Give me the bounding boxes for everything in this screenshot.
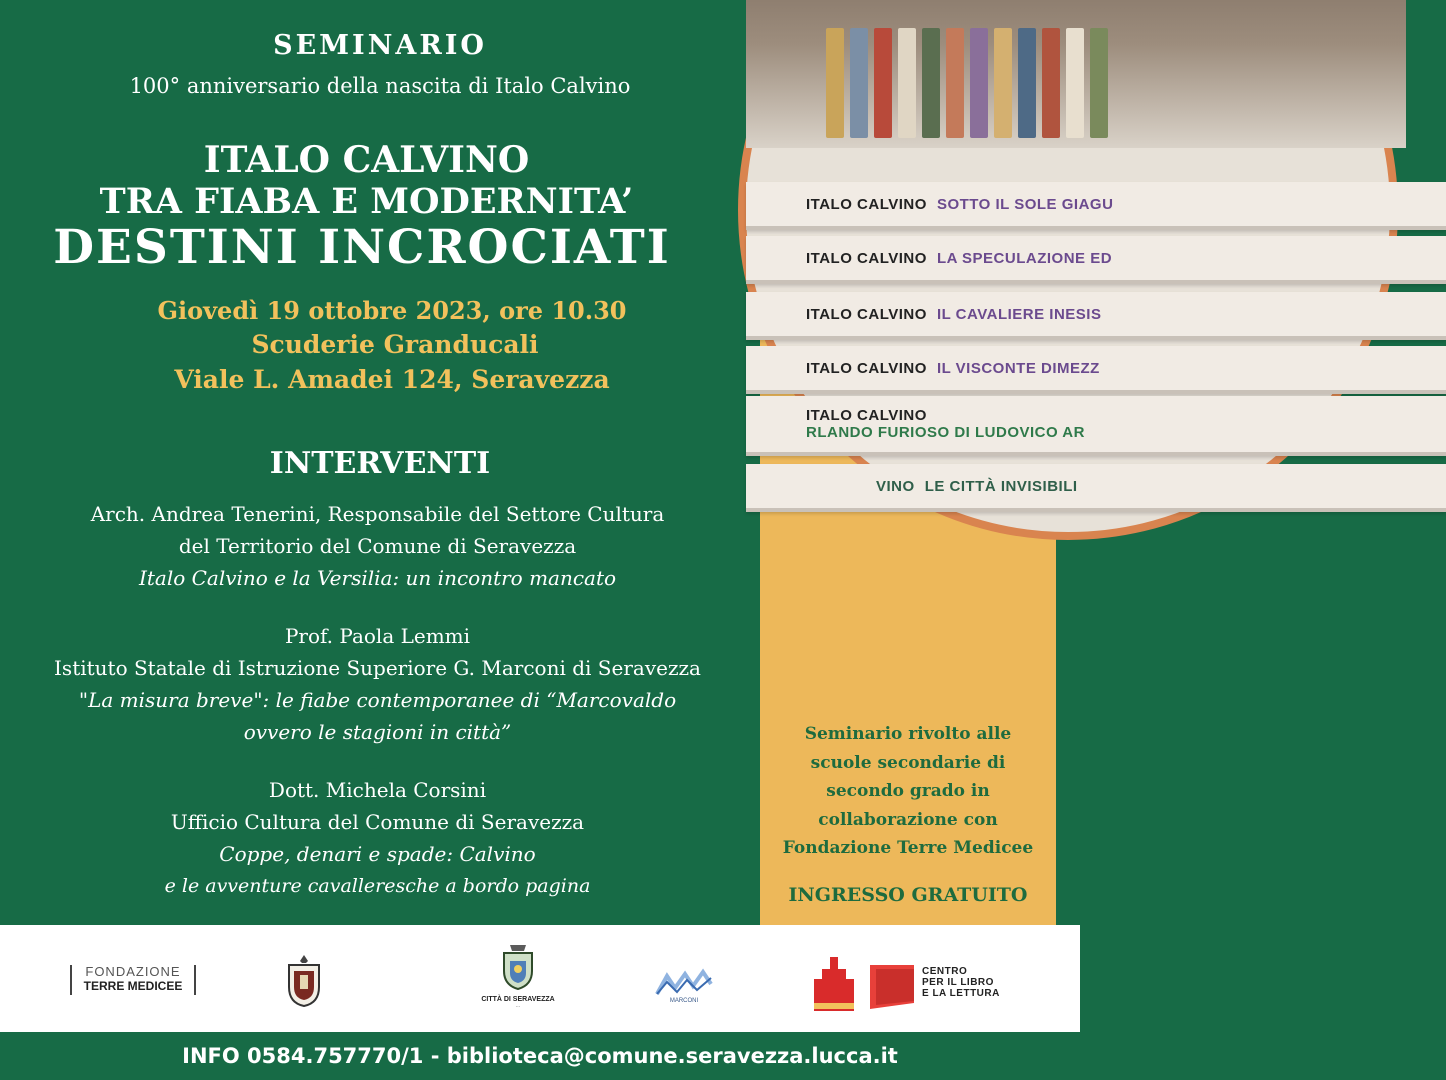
talk-title: ovvero le stagioni in città” (243, 720, 512, 744)
fondazione-terre-medicee-logo: FONDAZIONE TERRE MEDICEE (70, 965, 196, 995)
speaker-3 (0, 774, 755, 902)
citta-che-legge-logo (812, 955, 856, 1013)
note-line: collaborazione con (818, 809, 998, 830)
title-line-3: DESTINI INCROCIATI (53, 220, 671, 275)
speaker-name: Arch. Andrea Tenerini, Responsabile del Settore Cultura (90, 502, 665, 526)
speaker-role: Ufficio Cultura del Comune di Seravezza (170, 810, 585, 834)
cepell-logo: CENTRO PER IL LIBRO E LA LETTURA (868, 961, 1018, 1011)
event-venue: Scuderie Granducali (251, 330, 539, 359)
speaker-role: del Territorio del Comune di Seravezza (178, 534, 577, 558)
speaker-name: Dott. Michela Corsini (268, 778, 487, 802)
talk-title: Coppe, denari e spade: Calvino (219, 842, 536, 866)
citta-di-seravezza-logo: CITTÀ DI SERAVEZZA ... (478, 941, 558, 1021)
audience-note (760, 720, 1056, 863)
note-line: secondo grado in (826, 781, 990, 801)
note-line: Fondazione Terre Medicee (782, 838, 1034, 858)
event-date: Giovedì 19 ottobre 2023, ore 10.30 (157, 296, 627, 325)
book-spine: ITALO CALVINO IL VISCONTE DIMEZZ (746, 346, 1446, 394)
book-spine: ITALO CALVINO SOTTO IL SOLE GIAGU (746, 182, 1446, 230)
sponsor-logos-bar (0, 925, 1080, 1032)
speaker-2 (0, 620, 755, 748)
interventi-heading: INTERVENTI (269, 446, 491, 481)
title-line-2: TRA FIABA E MODERNITA’ (99, 181, 634, 222)
talk-title: Italo Calvino e la Versilia: un incontro mancato (138, 566, 617, 590)
bookshelf-background (746, 0, 1406, 148)
note-line: Seminario rivolto alle (804, 724, 1012, 744)
anniversary-subtitle: 100° anniversario della nascita di Italo Calvino (129, 74, 631, 98)
talk-title: e le avventure cavalleresche a bordo pagina (164, 875, 591, 897)
event-address: Viale L. Amadei 124, Seravezza (174, 365, 610, 394)
book-spine: ITALO CALVINO RLANDO FURIOSO DI LUDOVICO AR (746, 396, 1446, 456)
book-spine: ITALO CALVINO IL CAVALIERE INESIS (746, 292, 1446, 340)
crest-logo (285, 953, 323, 1007)
seminar-label: SEMINARIO (273, 30, 487, 61)
note-line: scuole secondarie di (810, 752, 1006, 773)
talk-title: "La misura breve": le fiabe contemporanee di “Marcovaldo (78, 688, 677, 712)
free-entry-label: INGRESSO GRATUITO (788, 884, 1028, 906)
book-spine: ITALO CALVINO LA SPECULAZIONE ED (746, 236, 1446, 284)
speaker-name: Prof. Paola Lemmi (284, 624, 471, 648)
book-spine: VINO LE CITTÀ INVISIBILI (746, 464, 1446, 512)
title-line-1: ITALO CALVINO (203, 139, 530, 181)
speaker-role: Istituto Statale di Istruzione Superiore G. Marconi di Seravezza (54, 656, 701, 680)
speaker-1 (0, 498, 755, 594)
contact-info-footer: INFO 0584.757770/1 - biblioteca@comune.seravezza.lucca.it (0, 1032, 1080, 1080)
marconi-school-logo: MARCONI (655, 970, 713, 1002)
